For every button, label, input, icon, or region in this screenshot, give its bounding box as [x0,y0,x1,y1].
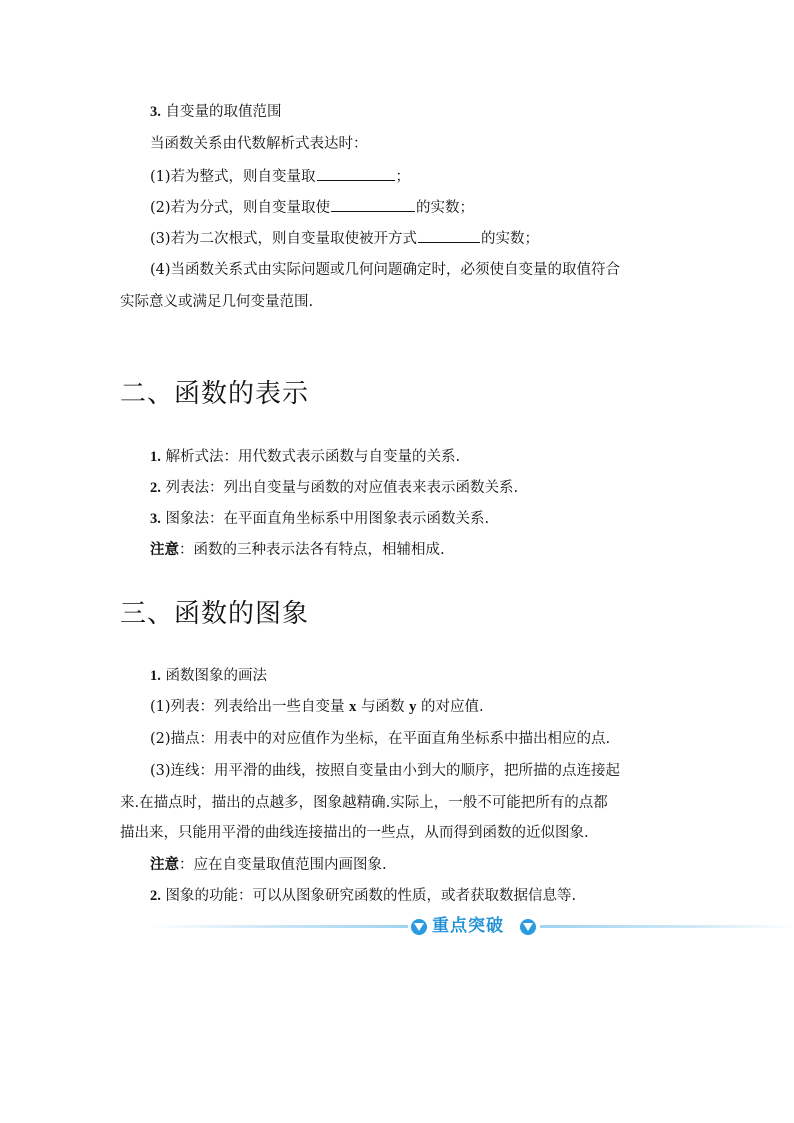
step-3-line-2: 来.在描点时，描出的点越多，图象越精确.实际上，一般不可能把所有的点都 [120,795,608,811]
banner-title: 重点突破 [432,916,504,936]
item-text: 解析式法：用代数式表示函数与自变量的关系. [165,449,461,465]
item-title: 函数图象的画法 [165,668,267,684]
rule-4-line-2: 实际意义或满足几何变量范围. [120,294,314,310]
left-arrow-icon [411,919,427,935]
item-number: 3. [150,104,161,120]
section-heading-representation: 二、函数的表示 [120,379,310,409]
rule-1 [150,166,410,187]
rule-text: (1)若为整式，则自变量取 [150,169,316,185]
note-text: ：应在自变量取值范围内画图象. [179,857,387,873]
step-text: (1)列表：列表给出一些自变量 [150,699,350,715]
step-3-line-1: (3)连线：用平滑的曲线，按照自变量由小到大的顺序，把所描的点连接起 [150,763,621,779]
fill-blank [317,166,395,181]
fill-blank [418,228,480,243]
step-2: (2)描点：用表中的对应值作为坐标，在平面直角坐标系中描出相应的点. [150,731,611,747]
note-text: ：函数的三种表示法各有特点，相辅相成. [179,542,445,558]
rule-2 [150,197,474,218]
method-table [150,478,518,498]
graph-method-title [150,666,267,686]
step-text: 与函数 [356,699,410,715]
item-number: 2. [150,888,161,904]
graph-function [150,886,576,906]
note-label: 注意 [150,857,179,873]
banner-left-line [150,925,408,928]
note-label: 注意 [150,542,179,558]
item-number: 3. [150,511,161,527]
method-analytic [150,447,460,467]
item-text: 图象法：在平面直角坐标系中用图象表示函数关系. [165,511,490,527]
right-arrow-icon [520,919,536,935]
rule-text: ； [395,169,411,185]
variable-x: x [349,699,357,715]
fill-blank [331,197,415,212]
step-3-line-3: 描出来，只能用平滑的曲线连接描出的一些点，从而得到函数的近似图象. [120,825,589,841]
rule-text: 的实数； [416,200,475,216]
banner-right-line [540,925,794,928]
method-graph [150,509,489,529]
step-text: 的对应值. [416,699,484,715]
rule-text: (2)若为分式，则自变量取使 [150,200,331,216]
intro-text: 当函数关系由代数解析式表达时： [150,136,368,152]
item-3-title [150,102,281,122]
variable-y: y [409,699,417,715]
item-number: 1. [150,668,161,684]
section-heading-graph: 三、函数的图象 [120,599,310,629]
item-text: 列表法：列出自变量与函数的对应值表来表示函数关系. [165,480,519,496]
step-1 [150,697,484,717]
rule-4-line-1: (4)当函数关系式由实际问题或几何问题确定时，必须使自变量的取值符合 [150,262,621,278]
item-text: 图象的功能：可以从图象研究函数的性质，或者获取数据信息等. [165,888,577,904]
note-representation [150,540,445,560]
rule-text: 的实数； [481,231,540,247]
item-title: 自变量的取值范围 [165,104,282,120]
rule-text: (3)若为二次根式，则自变量取使被开方式 [150,231,418,247]
item-number: 2. [150,480,161,496]
rule-3 [150,228,539,249]
note-graph [150,855,387,875]
item-number: 1. [150,449,161,465]
